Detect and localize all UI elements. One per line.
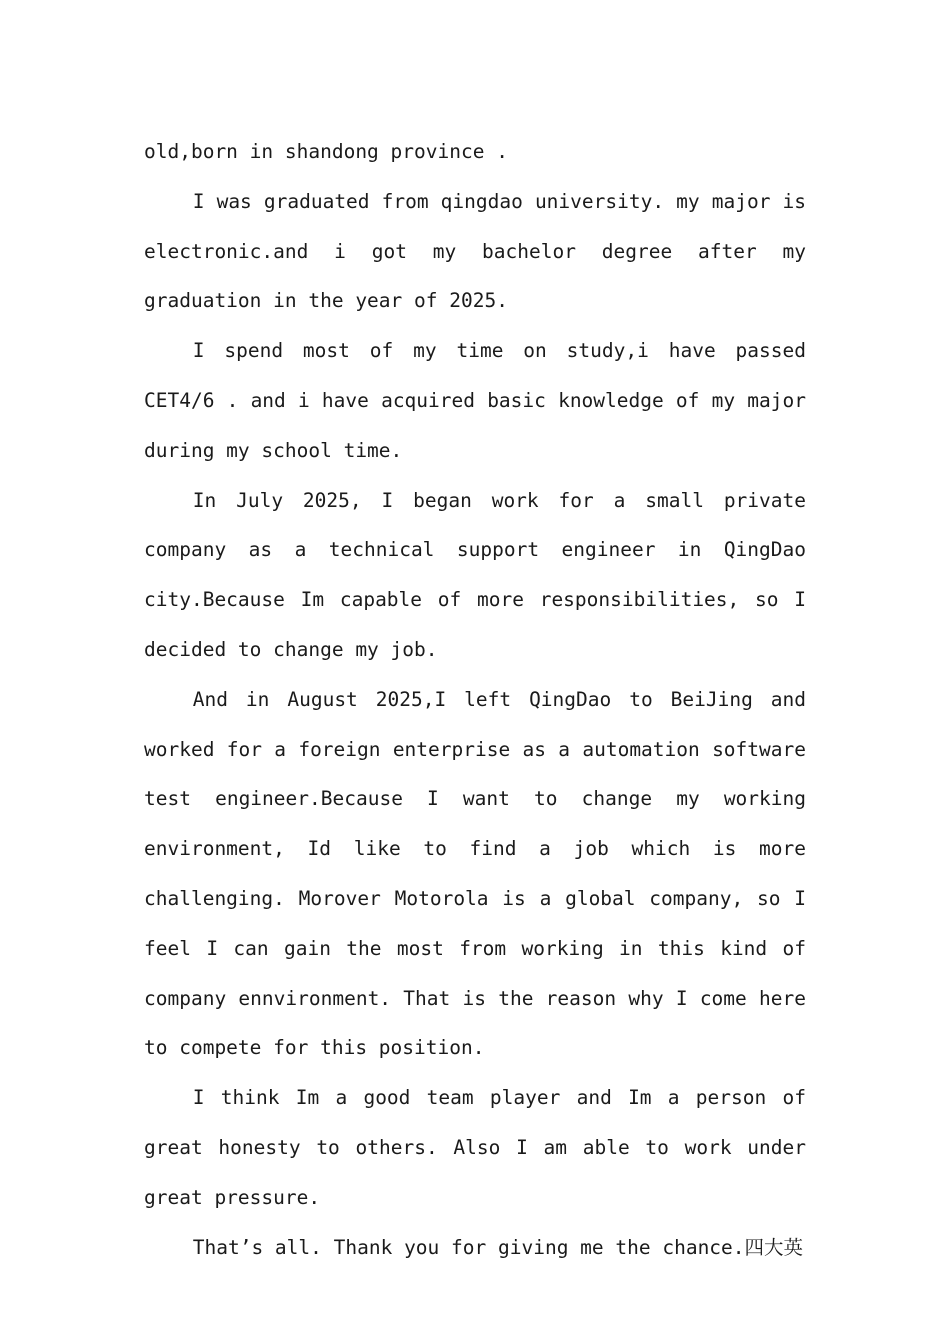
paragraph-personality: I think Im a good team player and Im a person of great honesty to others. Also I am able to work under great pressure. <box>144 1086 806 1209</box>
paragraph-first-job: In July 2025, I began work for a small private company as a technical support engineer in QingDao city.Because Im capable of more responsibilities, so I decided to change my job. <box>144 488 806 661</box>
paragraph-study: I spend most of my time on study,i have passed CET4/6 . and i have acquired basic knowledge of my major during my school time. <box>144 339 806 462</box>
paragraph-education: I was graduated from qingdao university. my major is electronic.and i got my bachelor degree after my graduation in the year of 2025. <box>144 189 806 313</box>
paragraph-intro-continuation: old,born in shandong province . <box>144 140 508 163</box>
paragraph-closing: That’s all. Thank you for giving me the chance.四大英 <box>192 1235 804 1259</box>
paragraph-second-job: And in August 2025,I left QingDao to BeiJing and worked for a foreign enterprise as a automation software test engineer.Because I want to change my working environment, Id like to find a job which is more challenging. Morover Motorola is a global company, so I feel I can gain the most from working in this kind of company ennvironment. That is the reason why I come here to compete for this position. <box>144 687 806 1060</box>
document-body <box>144 127 806 1272</box>
